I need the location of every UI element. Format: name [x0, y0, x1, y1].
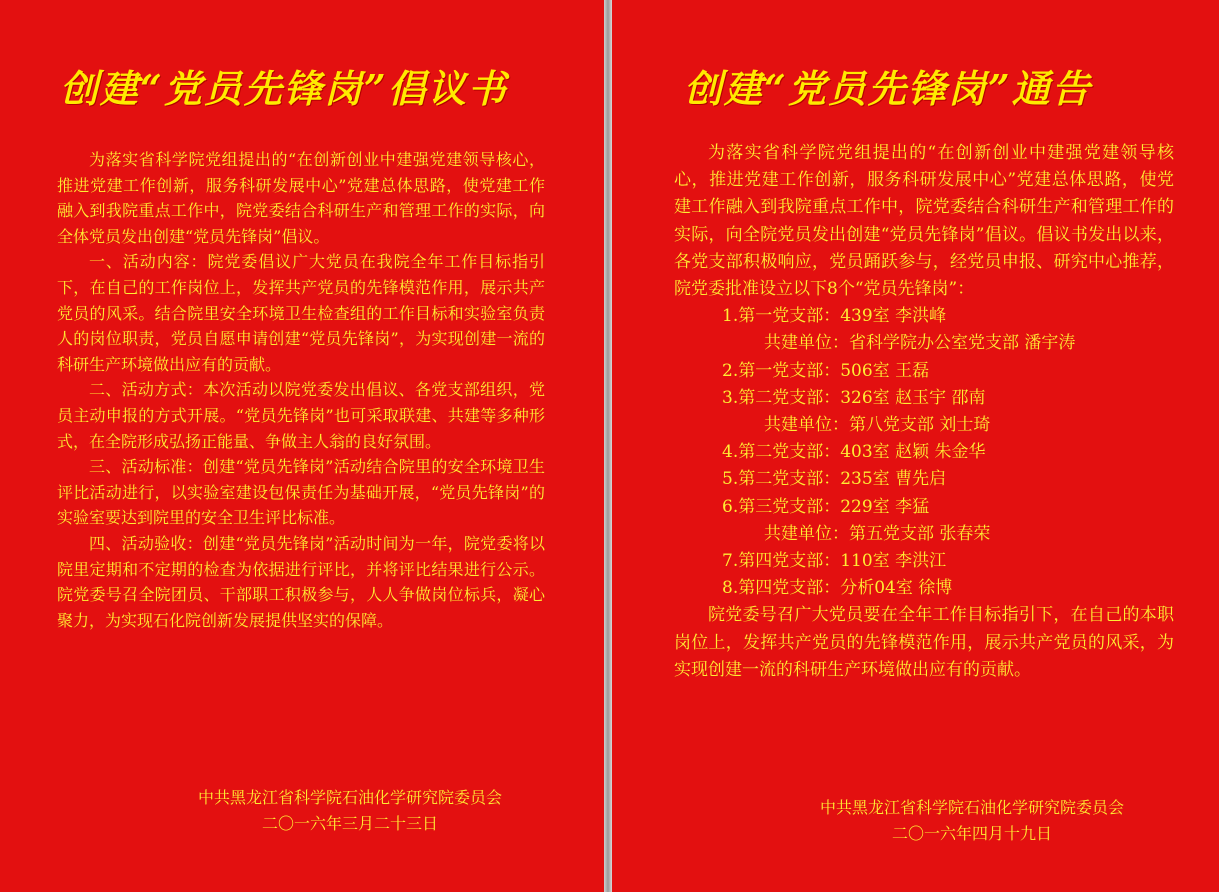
- initiative-paragraph-intro: 为落实省科学院党组提出的“在创新创业中建强党建领导核心，推进党建工作创新，服务科研发展中心”党建总体思路，使党建工作融入到我院重点工作中，院党委结合科研生产和管理工作的实际，向全体党员发出创建“党员先锋岗”倡议。: [57, 150, 545, 246]
- notice-list-item: 共建单位：第八党支部 刘士琦: [764, 415, 991, 436]
- notice-list-item: 2.第一党支部：506室 王磊: [722, 360, 930, 381]
- initiative-signature: [150, 785, 550, 837]
- notice-list-item: 7.第四党支部：110室 李洪江: [722, 551, 947, 572]
- notice-list-item: 4.第二党支部：403室 赵颖 朱金华: [722, 442, 986, 463]
- initiative-paragraph-content: 一、活动内容：院党委倡议广大党员在我院全年工作目标指引下，在自己的工作岗位上，发挥共产党员的先锋模范作用，展示共产党员的风采。结合院里安全环境卫生检查组的工作目标和实验室负责人的岗位职责，党员自愿申请创建“党员先锋岗”，为实现创建一流的科研生产环境做出应有的贡献。: [57, 252, 545, 374]
- notice-body: [674, 140, 1174, 684]
- notice-list-item: 6.第三党支部：229室 李猛: [722, 496, 930, 517]
- notice-document-page: [612, 0, 1219, 892]
- notice-list-item: 5.第二党支部：235室 曹先启: [722, 469, 947, 490]
- initiative-document-page: [0, 0, 604, 892]
- notice-closing: 院党委号召广大党员要在全年工作目标指引下，在自己的本职岗位上，发挥共产党员的先锋模范作用，展示共产党员的风采，为实现创建一流的科研生产环境做出应有的贡献。: [674, 605, 1174, 680]
- initiative-signature-org: 中共黑龙江省科学院石油化学研究院委员会: [197, 788, 502, 807]
- notice-list-item: 3.第二党支部：326室 赵玉宇 邵南: [722, 387, 986, 408]
- notice-list-item: 共建单位：省科学院办公室党支部 潘宇涛: [764, 333, 1076, 354]
- notice-signature-org: 中共黑龙江省科学院石油化学研究院委员会: [819, 798, 1124, 817]
- notice-signature-date: 二〇一六年四月十九日: [891, 824, 1052, 843]
- initiative-title: 创建“党员先锋岗”倡议书: [60, 66, 508, 111]
- initiative-signature-date: 二〇一六年三月二十三日: [261, 814, 438, 833]
- notice-title: 创建“党员先锋岗”通告: [684, 66, 1092, 111]
- notice-intro: 为落实省科学院党组提出的“在创新创业中建强党建领导核心，推进党建工作创新，服务科研发展中心”党建总体思路，使党建工作融入到我院重点工作中，院党委结合科研生产和管理工作的实际，向全院党员发出创建“党员先锋岗”倡议。倡议书发出以来，各党支部积极响应，党员踊跃参与，经党员申报、研究中心推荐，院党委批准设立以下8个“党员先锋岗”：: [674, 143, 1174, 300]
- notice-list-item: 8.第四党支部：分析04室 徐博: [722, 578, 953, 599]
- notice-signature: [772, 795, 1172, 847]
- notice-list-item: 共建单位：第五党支部 张春荣: [764, 523, 991, 544]
- initiative-paragraph-acceptance: 四、活动验收：创建“党员先锋岗”活动时间为一年，院党委将以院里定期和不定期的检查为依据进行评比，并将评比结果进行公示。院党委号召全院团员、干部职工积极参与，人人争做岗位标兵，凝心聚力，为实现石化院创新发展提供坚实的保障。: [57, 533, 545, 630]
- notice-list-item: 1.第一党支部：439室 李洪峰: [722, 306, 947, 327]
- initiative-paragraph-method: 二、活动方式：本次活动以院党委发出倡议、各党支部组织，党员主动申报的方式开展。“党员先锋岗”也可采取联建、共建等多种形式，在全院形成弘扬正能量、争做主人翁的良好氛围。: [57, 380, 545, 451]
- page-divider: [604, 0, 612, 892]
- initiative-body: [57, 147, 545, 633]
- initiative-paragraph-standard: 三、活动标准：创建“党员先锋岗”活动结合院里的安全环境卫生评比活动进行，以实验室建设包保责任为基础开展，“党员先锋岗”的实验室要达到院里的安全卫生评比标准。: [57, 457, 545, 528]
